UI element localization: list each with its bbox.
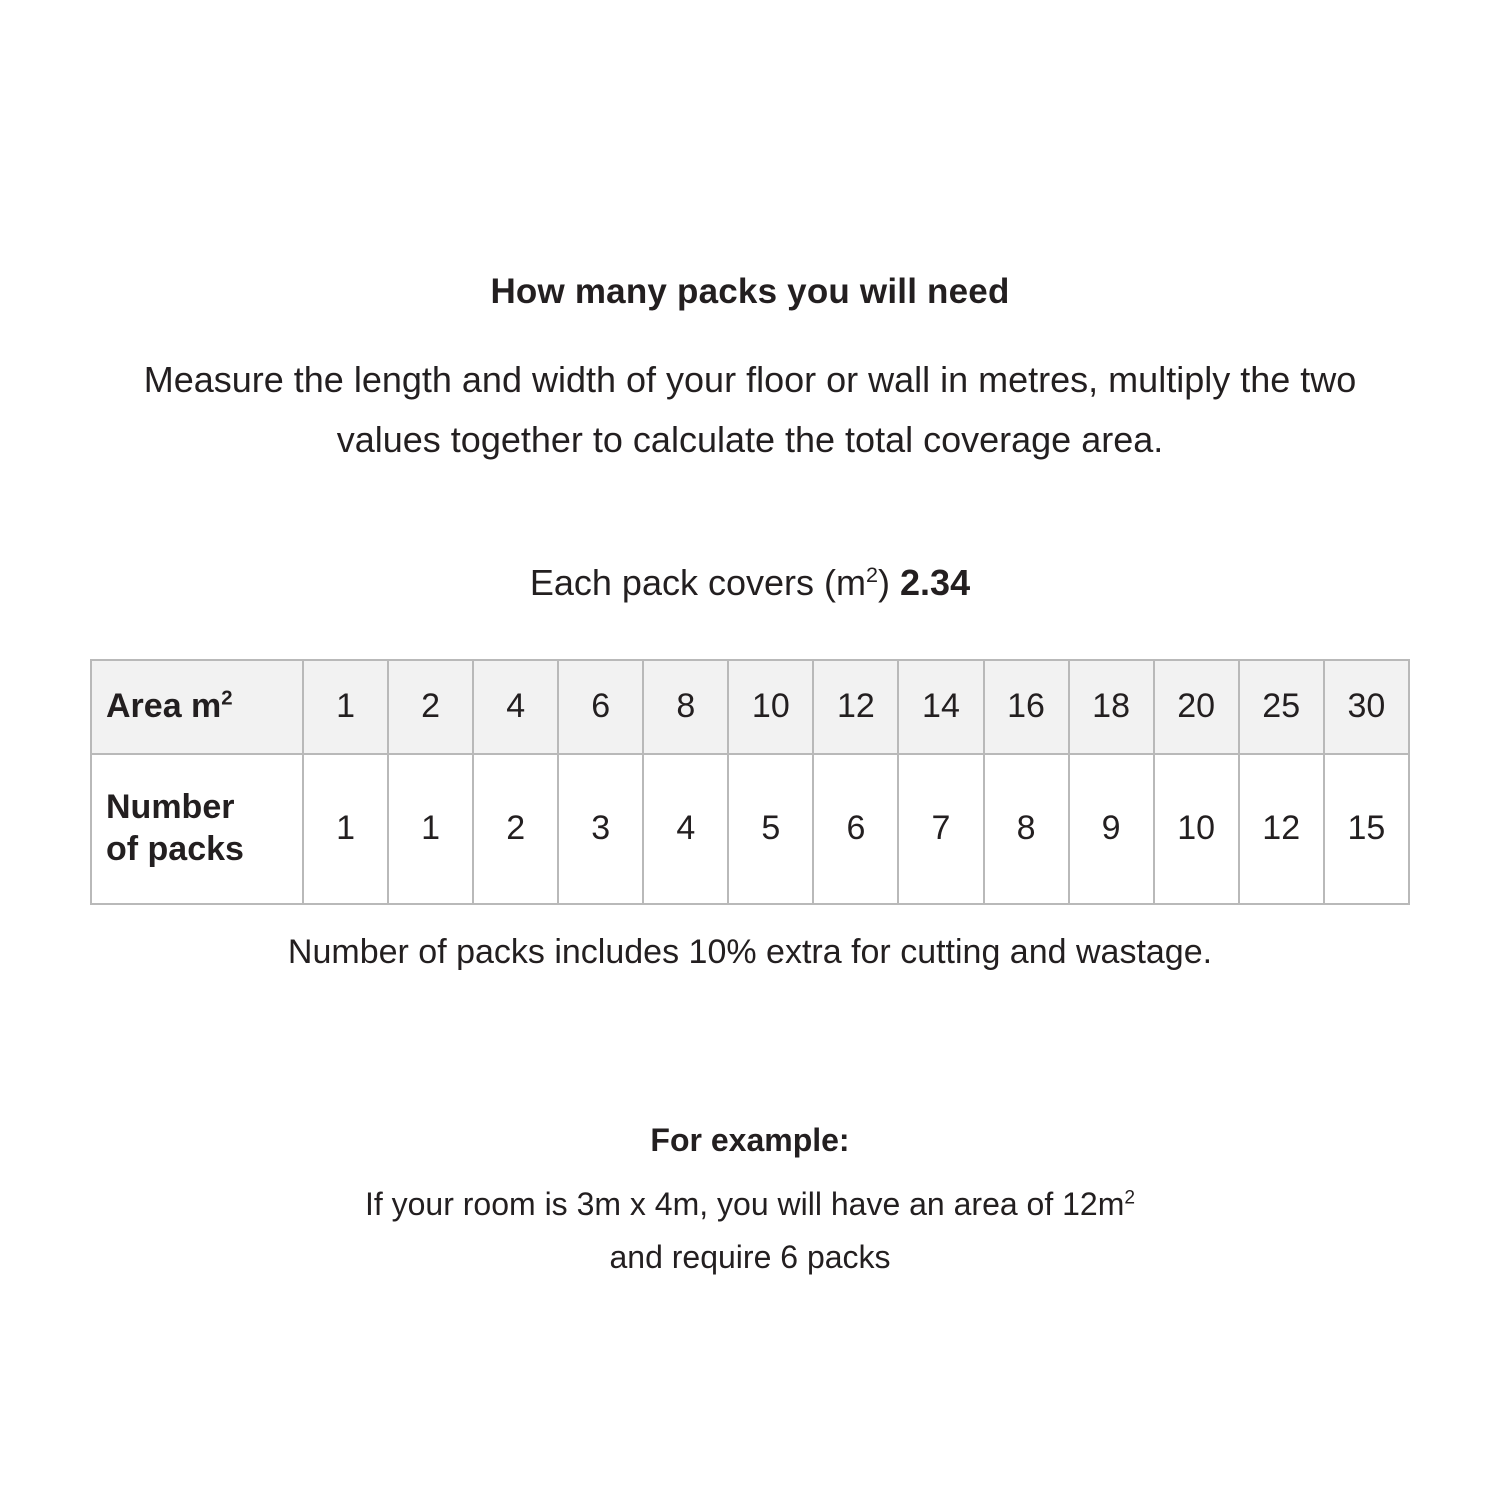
- area-cell: 8: [643, 660, 728, 754]
- area-cell: 6: [558, 660, 643, 754]
- coverage-label-suffix: ): [878, 561, 891, 603]
- page-title: How many packs you will need: [490, 272, 1010, 311]
- area-cell: 1: [303, 660, 388, 754]
- area-cell: 14: [898, 660, 983, 754]
- example-line-1-superscript: 2: [1124, 1186, 1136, 1208]
- packs-cell: 4: [643, 754, 728, 904]
- table-row-packs: [91, 754, 1409, 904]
- packs-cell: 9: [1069, 754, 1154, 904]
- packs-cell: 12: [1239, 754, 1324, 904]
- row-header-area-superscript: 2: [221, 687, 233, 710]
- row-header-packs-line1: Number: [106, 788, 235, 827]
- wastage-note: Number of packs includes 10% extra for cutting and wastage.: [287, 932, 1213, 971]
- packs-table-wrapper: [0, 604, 1500, 905]
- packs-cell: 10: [1154, 754, 1239, 904]
- area-cell: 10: [728, 660, 813, 754]
- packs-cell: 5: [728, 754, 813, 904]
- area-cell: 12: [813, 660, 898, 754]
- packs-cell: 2: [473, 754, 558, 904]
- example-heading: For example:: [650, 1121, 850, 1158]
- example-line-1-text: If your room is 3m x 4m, you will have an area of 12m: [364, 1185, 1125, 1222]
- row-header-packs: [91, 754, 303, 904]
- area-cell: 25: [1239, 660, 1324, 754]
- area-cell: 30: [1324, 660, 1409, 754]
- table-row-area: [91, 660, 1409, 754]
- row-header-packs-line2: of packs: [106, 829, 244, 868]
- area-cell: 16: [984, 660, 1069, 754]
- area-cell: 20: [1154, 660, 1239, 754]
- packs-cell: 7: [898, 754, 983, 904]
- packs-cell: 3: [558, 754, 643, 904]
- area-cell: 2: [388, 660, 473, 754]
- packs-cell: 1: [388, 754, 473, 904]
- row-header-area: [91, 660, 303, 754]
- area-cell: 4: [473, 660, 558, 754]
- example-line-1: [0, 1159, 1500, 1227]
- packs-cell: 15: [1324, 754, 1409, 904]
- intro-text: Measure the length and width of your floor or wall in metres, multiply the two values together to calculate the total coverage area.: [143, 359, 1357, 460]
- area-cell: 18: [1069, 660, 1154, 754]
- coverage-label-prefix: Each pack covers (m: [529, 561, 866, 603]
- row-header-area-label: Area m: [106, 686, 222, 725]
- coverage-label-superscript: 2: [866, 561, 879, 587]
- packs-cell: 1: [303, 754, 388, 904]
- coverage-value: 2.34: [900, 561, 971, 603]
- packs-table: [90, 659, 1410, 905]
- coverage-line: [0, 470, 1500, 604]
- example-line-2: and require 6 packs: [609, 1238, 891, 1275]
- packs-cell: 6: [813, 754, 898, 904]
- packs-cell: 8: [984, 754, 1069, 904]
